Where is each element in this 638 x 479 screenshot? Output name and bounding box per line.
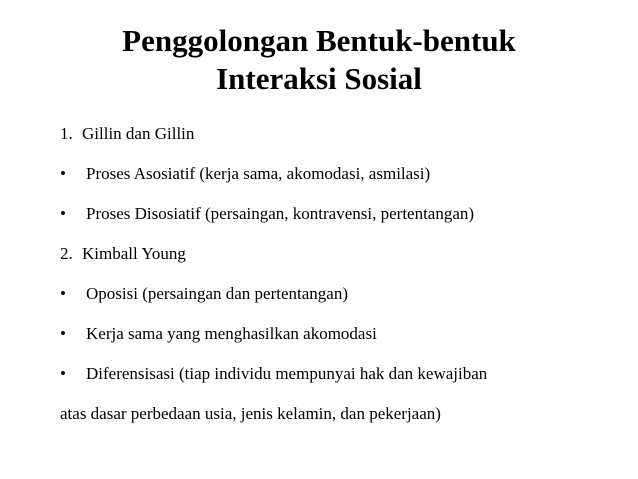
list-item-text: Gillin dan Gillin [82, 124, 195, 143]
list-item-disosiatif [60, 200, 630, 240]
list-item-continuation: atas dasar perbedaan usia, jenis kelamin, dan pekerjaan) [60, 404, 441, 423]
bullet-icon: • [60, 284, 66, 303]
list-item-text: Proses Disosiatif (persaingan, kontravensi, pertentangan) [86, 204, 475, 223]
list-item-text: Proses Asosiatif (kerja sama, akomodasi, asmilasi) [86, 164, 431, 183]
list-item-gillin [60, 120, 630, 160]
list-item-text: Kerja sama yang menghasilkan akomodasi [86, 324, 377, 343]
bullet-icon: • [60, 204, 66, 223]
bullet-icon: • [60, 364, 66, 383]
list-item-text: Diferensisasi (tiap individu mempunyai hak dan kewajiban [86, 364, 488, 383]
list-item-asosiatif [60, 160, 630, 200]
list-item-kerja-sama [60, 320, 630, 360]
list-number: 2. [60, 244, 73, 263]
title-line-2: Interaksi Sosial [216, 61, 422, 96]
list-item-diferensiasi [60, 360, 630, 400]
list-number: 1. [60, 124, 73, 143]
bullet-icon: • [60, 324, 66, 343]
title-line-1: Penggolongan Bentuk-bentuk [122, 23, 516, 58]
slide-body [60, 120, 630, 440]
list-item-kimball [60, 240, 630, 280]
list-item-text: Kimball Young [82, 244, 186, 263]
bullet-icon: • [60, 164, 66, 183]
list-item-text: Oposisi (persaingan dan pertentangan) [86, 284, 348, 303]
slide-title [0, 22, 638, 98]
list-item-oposisi [60, 280, 630, 320]
